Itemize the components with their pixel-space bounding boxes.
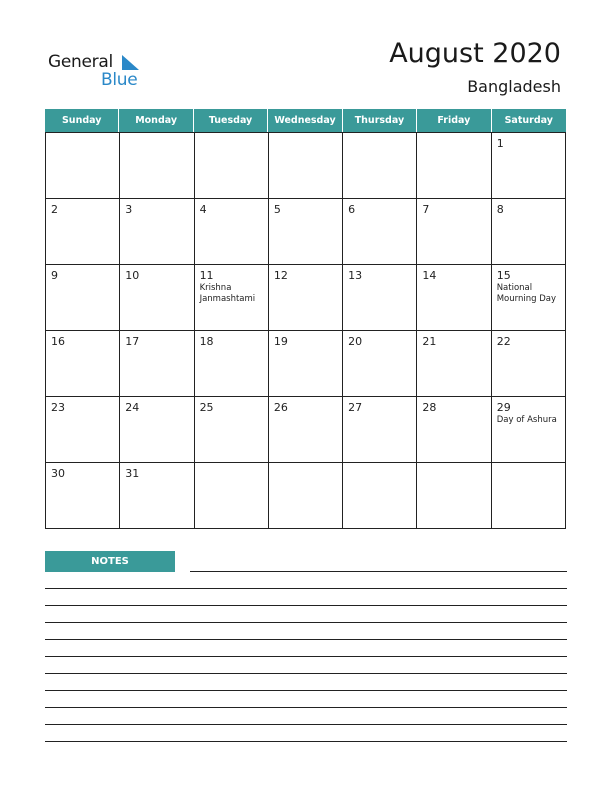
- day-cell: [46, 265, 120, 331]
- day-cell: [417, 265, 491, 331]
- day-number: 10: [125, 269, 140, 282]
- day-cell: [492, 265, 566, 331]
- day-cell: [417, 397, 491, 463]
- day-cell: [492, 133, 566, 199]
- weekday-header: Wednesday: [268, 109, 342, 132]
- day-cell: [343, 463, 417, 529]
- day-number: 18: [199, 335, 214, 348]
- weekday-header: Sunday: [45, 109, 119, 132]
- logo-word-blue: Blue: [101, 70, 138, 90]
- day-cell: [120, 265, 194, 331]
- day-cell: [46, 133, 120, 199]
- day-cell: [343, 397, 417, 463]
- weekday-header: Thursday: [343, 109, 417, 132]
- note-line: [45, 707, 567, 708]
- day-cell: [343, 133, 417, 199]
- day-number: 26: [273, 401, 288, 414]
- note-line: [45, 690, 567, 691]
- note-line: [45, 673, 567, 674]
- day-number: 4: [199, 203, 207, 216]
- day-number: 20: [348, 335, 363, 348]
- day-cell: [195, 397, 269, 463]
- day-number: 31: [125, 467, 140, 480]
- day-cell: [492, 199, 566, 265]
- day-number: 19: [273, 335, 288, 348]
- day-number: 7: [422, 203, 430, 216]
- note-line: [45, 741, 567, 742]
- day-cell: [120, 133, 194, 199]
- day-cell: [269, 265, 343, 331]
- note-line: [190, 571, 567, 572]
- day-cell: [269, 133, 343, 199]
- note-line: [45, 588, 567, 589]
- day-number: 8: [496, 203, 504, 216]
- calendar-grid: [45, 132, 566, 529]
- day-cell: [417, 133, 491, 199]
- day-cell: [46, 397, 120, 463]
- note-line: [45, 724, 567, 725]
- day-cell: [417, 463, 491, 529]
- day-cell: [195, 331, 269, 397]
- day-number: 21: [422, 335, 437, 348]
- day-cell: [269, 463, 343, 529]
- day-cell: [343, 331, 417, 397]
- weekday-header: Friday: [417, 109, 491, 132]
- weekday-header: Saturday: [504, 115, 553, 126]
- day-number: 28: [422, 401, 437, 414]
- day-number: 24: [125, 401, 140, 414]
- day-cell: [120, 331, 194, 397]
- day-cell: [120, 463, 194, 529]
- day-number: 13: [348, 269, 363, 282]
- note-line: [45, 605, 567, 606]
- page-title: August 2020: [389, 38, 561, 69]
- logo-word-general: General: [48, 52, 113, 72]
- day-cell: [343, 199, 417, 265]
- day-number: 11: [199, 269, 214, 282]
- day-number: 3: [125, 203, 133, 216]
- day-cell: [195, 265, 269, 331]
- day-cell: [46, 331, 120, 397]
- day-number: 5: [273, 203, 281, 216]
- day-cell: [492, 397, 566, 463]
- day-cell: [120, 397, 194, 463]
- day-cell: [46, 463, 120, 529]
- day-number: 2: [51, 203, 58, 216]
- note-line: [45, 639, 567, 640]
- day-number: 9: [51, 269, 58, 282]
- day-cell: [46, 199, 120, 265]
- day-number: 17: [125, 335, 140, 348]
- day-cell: [195, 133, 269, 199]
- day-number: 22: [496, 335, 511, 348]
- day-number: 16: [51, 335, 65, 348]
- holiday-label: Day of Ashura: [496, 415, 557, 425]
- weekday-header: Tuesday: [194, 109, 268, 132]
- day-cell: [195, 199, 269, 265]
- day-cell: [269, 397, 343, 463]
- note-line: [45, 622, 567, 623]
- holiday-label: National Mourning Day: [496, 283, 556, 304]
- day-cell: [269, 199, 343, 265]
- note-line: [45, 656, 567, 657]
- day-cell: [195, 463, 269, 529]
- day-cell: [417, 331, 491, 397]
- day-number: 6: [348, 203, 356, 216]
- day-cell: [492, 463, 566, 529]
- country-subtitle: Bangladesh: [467, 77, 561, 96]
- day-number: 23: [51, 401, 65, 414]
- day-cell: [343, 265, 417, 331]
- day-number: 25: [199, 401, 214, 414]
- weekday-header: Monday: [119, 109, 193, 132]
- day-number: 29: [496, 401, 511, 414]
- day-cell: [120, 199, 194, 265]
- month-calendar: [45, 109, 566, 529]
- holiday-label: Krishna Janmashtami: [199, 283, 256, 304]
- notes-label: NOTES: [45, 551, 175, 572]
- day-cell: [492, 331, 566, 397]
- day-number: 12: [273, 269, 288, 282]
- general-blue-logo: [48, 52, 148, 92]
- weekday-header-row: [45, 109, 566, 132]
- day-number: 1: [496, 137, 504, 150]
- day-number: 15: [496, 269, 511, 282]
- day-number: 27: [348, 401, 363, 414]
- day-cell: [417, 199, 491, 265]
- day-number: 30: [51, 467, 65, 480]
- day-cell: [269, 331, 343, 397]
- day-number: 14: [422, 269, 437, 282]
